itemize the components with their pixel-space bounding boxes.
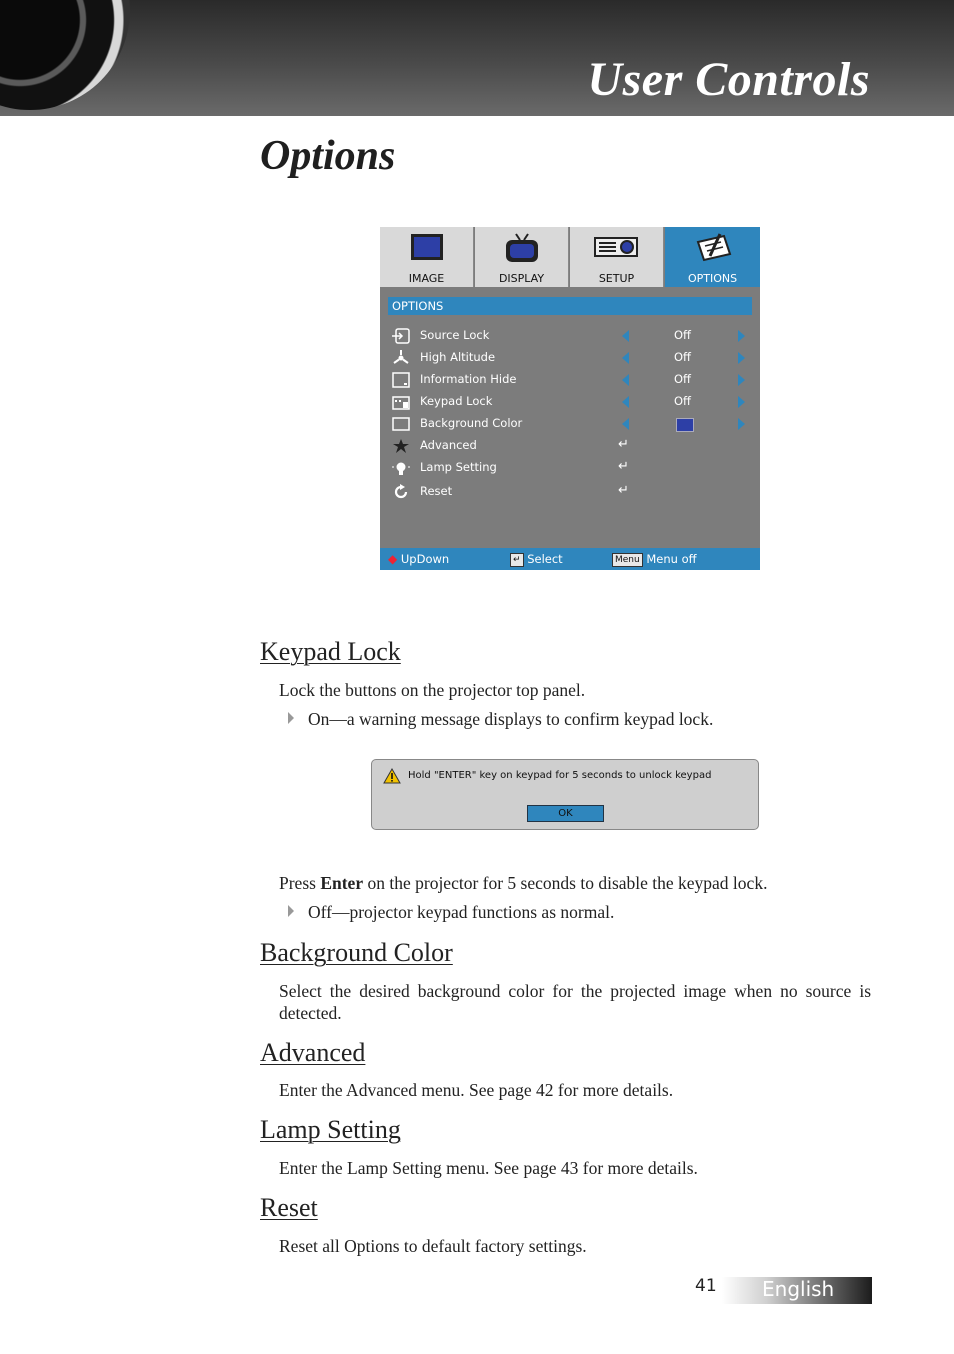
osd-menu: [380, 227, 760, 570]
bullet-text: On—a warning message displays to confirm keypad lock.: [308, 709, 714, 729]
osd-row-label: Information Hide: [420, 372, 517, 386]
enter-icon[interactable]: ↵: [618, 437, 629, 452]
lamp-icon: [392, 460, 410, 476]
background-color-desc: Select the desired background color for the projected image when no source is detected.: [279, 981, 871, 1023]
press-text-pre: Press: [279, 873, 321, 893]
osd-row-keypad-lock[interactable]: [392, 393, 748, 413]
osd-row-value: Off: [674, 372, 691, 386]
tab-display[interactable]: [475, 227, 569, 287]
osd-row-high-altitude[interactable]: [392, 349, 748, 369]
right-arrow-icon[interactable]: [738, 396, 745, 408]
ok-button[interactable]: OK: [527, 805, 604, 822]
bullet-icon: [288, 712, 294, 724]
osd-row-label: Background Color: [420, 416, 523, 430]
image-icon: [409, 232, 445, 264]
advanced-icon: [392, 438, 410, 454]
osd-row-value: Off: [674, 350, 691, 364]
updown-hint: [388, 552, 449, 566]
header-title: User Controls: [587, 53, 870, 106]
heading-reset: Reset: [260, 1193, 318, 1222]
page-number: 41: [695, 1276, 717, 1296]
left-arrow-icon[interactable]: [622, 352, 629, 364]
reset-desc: Reset all Options to default factory settings.: [279, 1236, 587, 1256]
osd-row-label: High Altitude: [420, 350, 496, 364]
page-title: Options: [260, 133, 396, 179]
high-altitude-icon: [392, 350, 410, 366]
lamp-setting-desc: Enter the Lamp Setting menu. See page 43 for more details.: [279, 1158, 698, 1178]
right-arrow-icon[interactable]: [738, 330, 745, 342]
press-enter-text: [279, 872, 871, 894]
right-arrow-icon[interactable]: [738, 352, 745, 364]
heading-keypad-lock: Keypad Lock: [260, 637, 401, 666]
updown-icon: ◆: [388, 552, 398, 566]
right-arrow-icon[interactable]: [738, 374, 745, 386]
dialog-message: Hold "ENTER" key on keypad for 5 seconds to unlock keypad: [408, 770, 712, 781]
select-hint: [510, 552, 563, 567]
tab-image-label: IMAGE: [408, 272, 445, 285]
osd-section-bar: [388, 297, 752, 315]
osd-footer: [380, 548, 760, 570]
osd-row-label: Advanced: [420, 438, 477, 452]
press-text-bold: Enter: [320, 873, 364, 893]
tab-setup-label: SETUP: [598, 272, 635, 285]
left-arrow-icon[interactable]: [622, 330, 629, 342]
reset-icon: [392, 484, 410, 500]
color-swatch: [676, 418, 694, 432]
osd-row-source-lock[interactable]: [392, 327, 748, 347]
header-banner: [0, 0, 954, 116]
heading-background-color: Background Color: [260, 938, 453, 967]
osd-row-value: Off: [674, 394, 691, 408]
background-color-icon: [392, 416, 410, 432]
updown-label: UpDown: [400, 552, 450, 566]
bullet-keypad-off: [288, 902, 614, 923]
menu-off-label: Menu off: [646, 552, 697, 566]
bullet-keypad-on: [288, 709, 713, 730]
menu-off-hint: [612, 552, 697, 567]
bullet-icon: [288, 905, 294, 917]
advanced-desc: Enter the Advanced menu. See page 42 for more details.: [279, 1080, 674, 1100]
enter-key-icon: ↵: [510, 553, 524, 567]
source-lock-icon: [392, 328, 410, 344]
select-label: Select: [527, 552, 563, 566]
language-label: English: [762, 1277, 835, 1301]
information-hide-icon: [392, 372, 410, 388]
options-icon: [694, 232, 734, 264]
enter-icon[interactable]: ↵: [618, 459, 629, 474]
osd-row-lamp-setting[interactable]: [392, 459, 748, 479]
press-text-post: on the projector for 5 seconds to disable the keypad lock.: [363, 873, 768, 893]
left-arrow-icon[interactable]: [622, 396, 629, 408]
osd-row-label: Reset: [420, 484, 453, 498]
left-arrow-icon[interactable]: [622, 374, 629, 386]
menu-key-icon: Menu: [612, 553, 643, 567]
tab-options[interactable]: [665, 227, 760, 287]
osd-row-advanced[interactable]: [392, 437, 748, 457]
osd-row-label: Source Lock: [420, 328, 490, 342]
heading-lamp-setting: Lamp Setting: [260, 1115, 401, 1144]
right-arrow-icon[interactable]: [738, 418, 745, 430]
osd-row-label: Keypad Lock: [420, 394, 493, 408]
bullet-text: Off—projector keypad functions as normal.: [308, 902, 615, 922]
tab-options-label: OPTIONS: [687, 272, 738, 285]
keypad-lock-icon: [392, 394, 410, 410]
keypad-lock-dialog: [371, 759, 759, 830]
osd-row-reset[interactable]: [392, 483, 748, 503]
left-arrow-icon[interactable]: [622, 418, 629, 430]
setup-icon: [594, 232, 638, 264]
tab-setup[interactable]: [570, 227, 664, 287]
heading-advanced: Advanced: [260, 1038, 366, 1067]
osd-row-information-hide[interactable]: [392, 371, 748, 391]
display-icon: [504, 232, 540, 264]
osd-row-label: Lamp Setting: [420, 460, 497, 474]
osd-row-value: Off: [674, 328, 691, 342]
lens-graphic: [0, 0, 130, 110]
osd-row-background-color[interactable]: [392, 415, 748, 435]
osd-section-label: OPTIONS: [392, 299, 444, 313]
warning-icon: [383, 768, 401, 784]
keypad-lock-desc: Lock the buttons on the projector top panel.: [279, 680, 586, 700]
tab-display-label: DISPLAY: [498, 272, 545, 285]
tab-image[interactable]: [380, 227, 474, 287]
enter-icon[interactable]: ↵: [618, 483, 629, 498]
